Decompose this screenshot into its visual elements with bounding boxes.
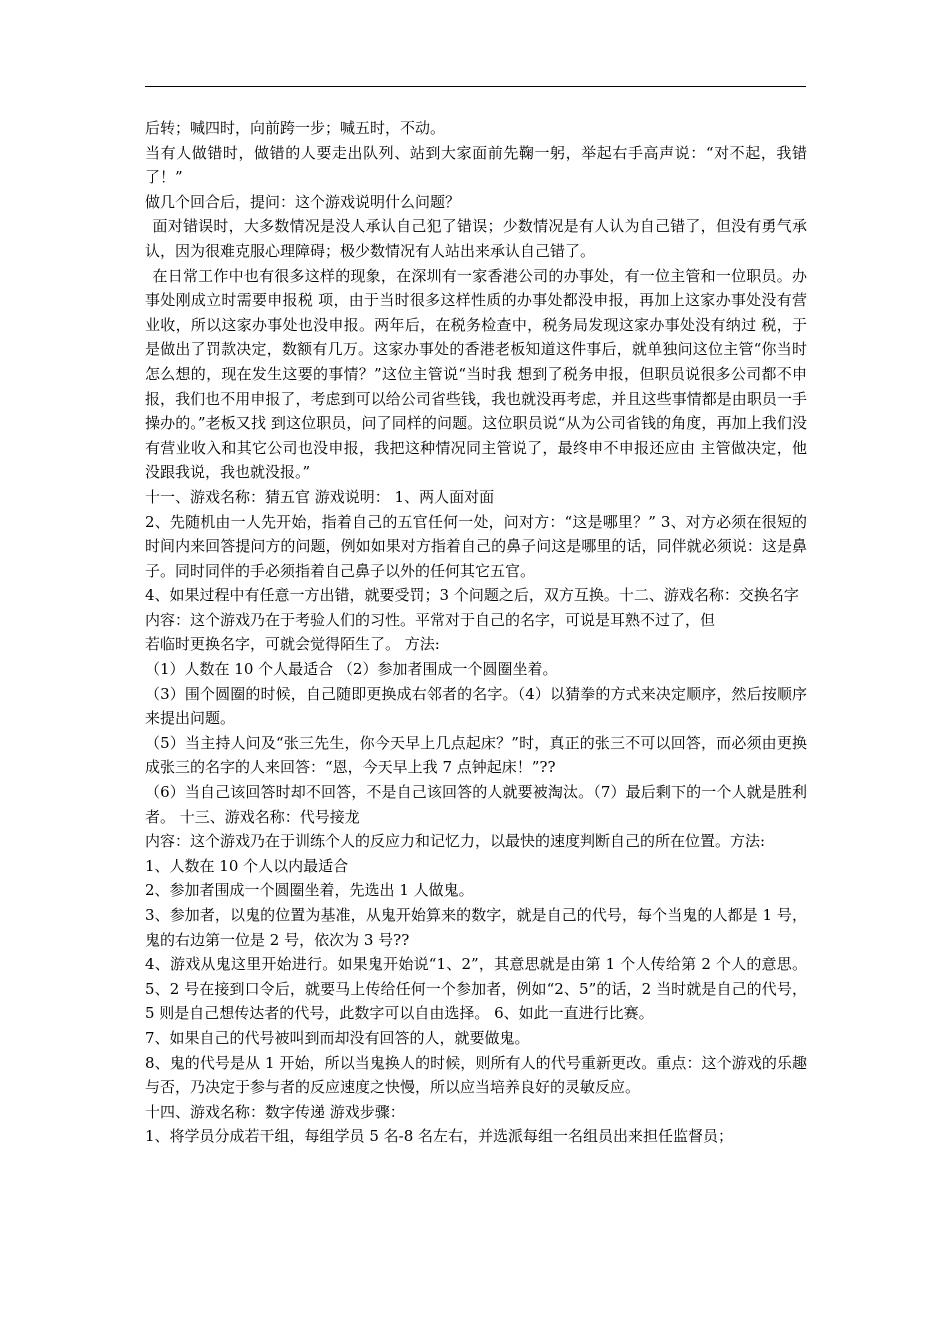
paragraph: 十一、游戏名称：猜五官 游戏说明： 1、两人面对面 bbox=[145, 487, 495, 506]
paragraph: 4、游戏从鬼这里开始进行。如果鬼开始说“1、2”，其意思就是由第 1 个人传给第 2 个人的意思。5、2 号在接到口令后，就要马上传给任何一个参加者，例如“2、5”的话，2 当时就是自己的代号，5 则是自己想传达者的代号，此数字可以自由选择。 6、如此一直进行比赛。 bbox=[145, 955, 807, 1023]
paragraph: 7、如果自己的代号被叫到而却没有回答的人，就要做鬼。 bbox=[145, 1028, 530, 1047]
paragraph: （1）人数在 10 个人最适合 （2）参加者围成一个圆圈坐着。 bbox=[145, 660, 558, 679]
paragraph: 当有人做错时，做错的人要走出队列、站到大家面前先鞠一躬，举起右手高声说：“对不起，我错了！” bbox=[145, 143, 807, 187]
paragraph: 1、人数在 10 个人以内最适合 bbox=[145, 856, 349, 875]
paragraph: 内容：这个游戏乃在于训练个人的反应力和记忆力，以最快的速度判断自己的所在位置。方法: bbox=[145, 832, 766, 851]
paragraph: 十四、游戏名称：数字传递 游戏步骤： bbox=[145, 1102, 405, 1121]
paragraph: （6）当自己该回答时却不回答，不是自己该回答的人就要被淘汰。（7）最后剩下的一个人就是胜利者。 十三、游戏名称：代号接龙 bbox=[145, 783, 807, 826]
paragraph: 内容：这个游戏乃在于考验人们的习性。平常对于自己的名字，可说是耳熟不过了，但 bbox=[145, 610, 716, 629]
paragraph: 2、先随机由一人先开始，指着自己的五官任何一处，问对方：“这是哪里？” 3、对方必须在很短的时间内来回答提问方的问题，例如如果对方指着自己的鼻子问这是哪里的话，同伴就必须说：这是鼻子。同时同伴的手必须指着自己鼻子以外的任何其它五官。 bbox=[145, 512, 807, 580]
paragraph: 2、参加者围成一个圆圈坐着，先选出 1 人做鬼。 bbox=[145, 881, 474, 900]
paragraph: 后转；喊四时，向前跨一步；喊五时，不动。 bbox=[145, 119, 446, 137]
paragraph: （3）围个圆圈的时候，自己随即更换成右邻者的名字。（4）以猜拳的方式来决定顺序，然后按顺序来提出问题。 bbox=[145, 684, 807, 728]
document-body bbox=[145, 116, 807, 1149]
paragraph: 8、鬼的代号是从 1 开始，所以当鬼换人的时候，则所有人的代号重新更改。重点：这个游戏的乐趣与否，乃决定于参与者的反应速度之快慢，所以应当培养良好的灵敏反应。 bbox=[145, 1053, 807, 1097]
paragraph: 面对错误时，大多数情况是没人承认自己犯了错误；少数情况是有人认为自己错了，但没有勇气承认，因为很难克服心理障碍；极少数情况有人站出来承认自己错了。 bbox=[145, 217, 807, 260]
paragraph: （5）当主持人问及“张三先生，你今天早上几点起床？”时，真正的张三不可以回答，而必须由更换成张三的名字的人来回答：“恩，今天早上我 7 点钟起床！”?? bbox=[145, 733, 807, 777]
paragraph: 若临时更换名字，可就会觉得陌生了。 方法: bbox=[145, 635, 440, 654]
paragraph: 做几个回合后，提问：这个游戏说明什么问题？ bbox=[145, 192, 461, 211]
paragraph: 在日常工作中也有很多这样的现象，在深圳有一家香港公司的办事处，有一位主管和一位职员。办事处刚成立时需要申报税 项，由于当时很多这样性质的办事处都没申报，再加上这家办事处没有营业收，所以这家办事处也没申报。两年后，在税务检查中，税务局发现这家办事处没有纳过 税，于是做出了罚款决定，数额有几万。这家办事处的香港老板知道这件事后，就单独问这位主管“你当时怎么想的，现在发生这要的事情？”这位主管说“当时我 想到了税务申报，但职员说很多公司都不申报，我们也不用申报了，考虑到可以给公司省些钱，我也就没再考虑，并且这些事情都是由职员一手操办的。”老板又找 到这位职员，问了同样的问题。这位职员说“从为公司省钱的角度，再加上我们没有营业收入和其它公司也没申报，我把这种情况同主管说了，最终申不申报还应由 主管做决定，他没跟我说，我也就没报。” bbox=[145, 266, 807, 482]
paragraph: 1、将学员分成若干组，每组学员 5 名-8 名左右，并选派每组一名组员出来担任监督员； bbox=[145, 1127, 734, 1146]
header-rule bbox=[145, 86, 806, 87]
paragraph: 4、如果过程中有任意一方出错，就要受罚；3 个问题之后，双方互换。十二、游戏名称：交换名字 bbox=[145, 586, 799, 605]
paragraph: 3、参加者，以鬼的位置为基准，从鬼开始算来的数字，就是自己的代号，每个当鬼的人都是 1 号，鬼的右边第一位是 2 号，依次为 3 号?? bbox=[145, 906, 807, 949]
